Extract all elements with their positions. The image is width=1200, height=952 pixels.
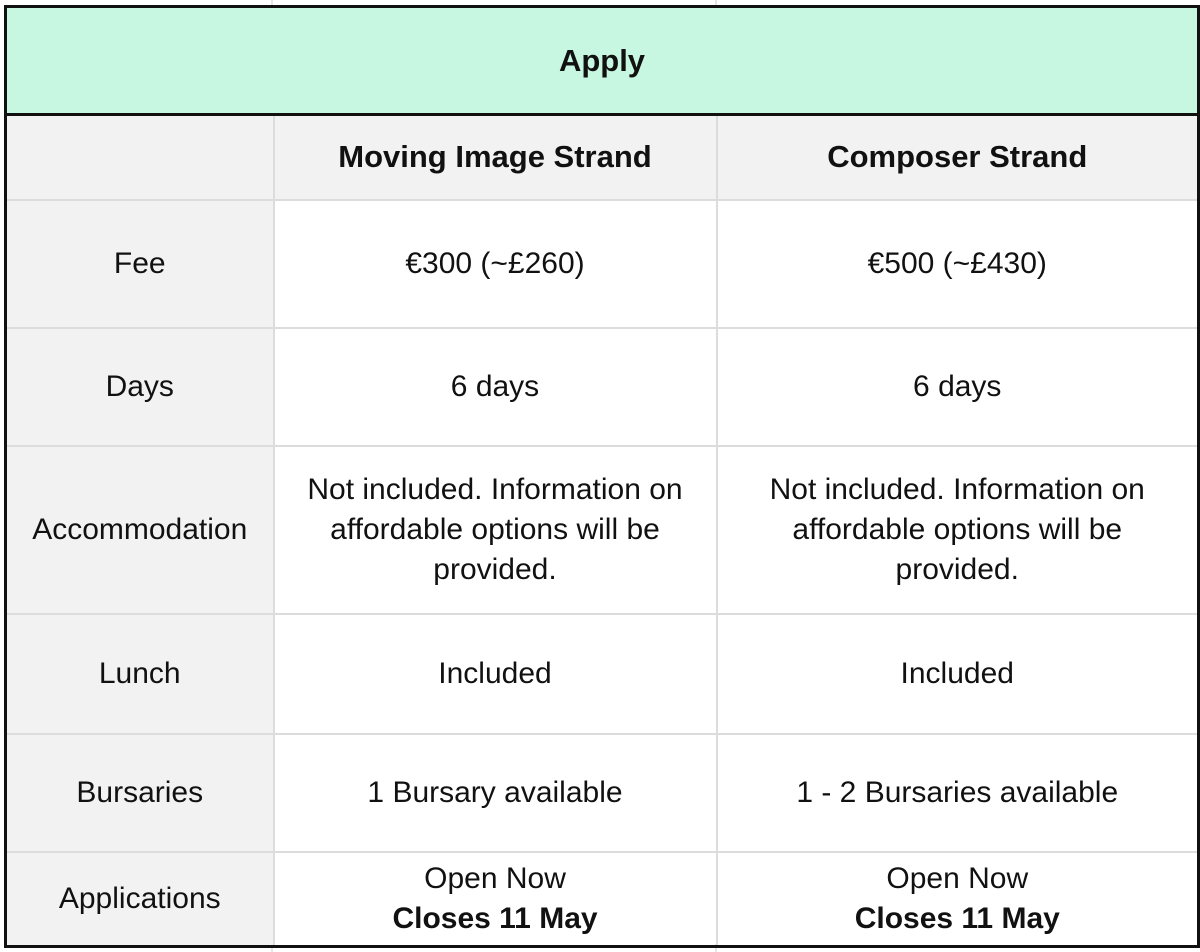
table-row-bursaries xyxy=(6,734,1199,852)
column-header-row xyxy=(6,115,1199,200)
apply-header-row xyxy=(6,7,1199,115)
application-deadline: Closes 11 May xyxy=(392,901,598,935)
table-cell: 1 Bursary available xyxy=(274,734,717,852)
table-cell xyxy=(274,852,717,947)
table-cell: Included xyxy=(717,614,1199,734)
application-status: Open Now xyxy=(424,861,566,895)
table-row-accommodation xyxy=(6,446,1199,614)
pricing-table xyxy=(4,5,1200,948)
table-cell: 1 - 2 Bursaries available xyxy=(717,734,1199,852)
table-cell: €300 (~£260) xyxy=(274,200,717,328)
table-cell: 6 days xyxy=(274,328,717,446)
row-label: Lunch xyxy=(6,614,274,734)
column-header-moving-image: Moving Image Strand xyxy=(274,115,717,200)
application-status: Open Now xyxy=(886,861,1029,895)
table-title: Apply xyxy=(6,7,1199,115)
table-cell: Not included. Information on affordable options will be provided. xyxy=(274,446,717,614)
column-header-composer: Composer Strand xyxy=(717,115,1199,200)
table-cell: 6 days xyxy=(717,328,1199,446)
empty-corner-cell xyxy=(6,115,274,200)
row-label: Days xyxy=(6,328,274,446)
row-label: Fee xyxy=(6,200,274,328)
application-deadline: Closes 11 May xyxy=(854,901,1060,935)
table-cell: €500 (~£430) xyxy=(717,200,1199,328)
table-cell: Included xyxy=(274,614,717,734)
table-row-applications xyxy=(6,852,1199,947)
row-label: Accommodation xyxy=(6,446,274,614)
row-label: Applications xyxy=(6,852,274,947)
table-row-lunch xyxy=(6,614,1199,734)
table-row-fee xyxy=(6,200,1199,328)
row-label: Bursaries xyxy=(6,734,274,852)
table-row-days xyxy=(6,328,1199,446)
table-cell xyxy=(717,852,1199,947)
table-cell: Not included. Information on affordable options will be provided. xyxy=(717,446,1199,614)
